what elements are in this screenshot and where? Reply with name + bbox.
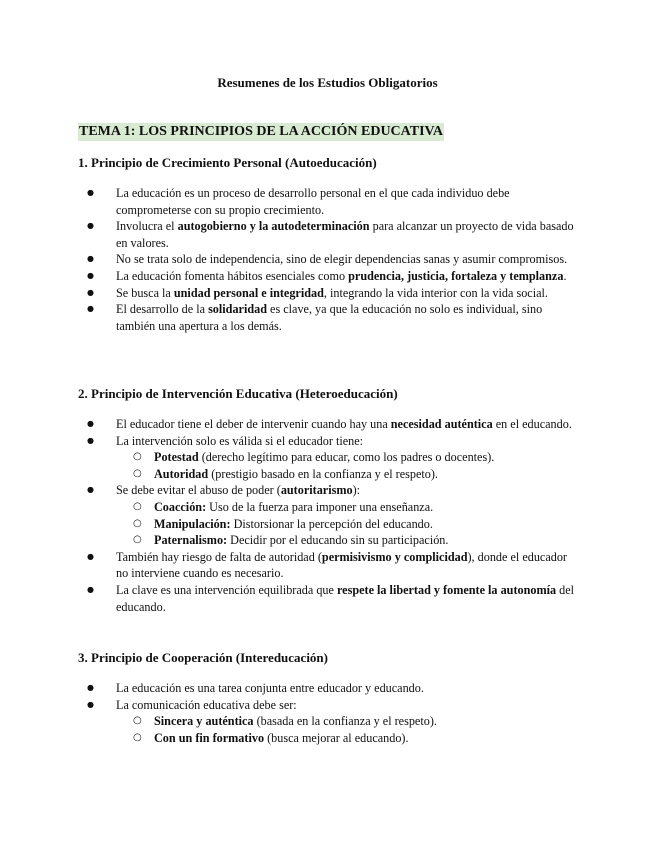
sub-bullet-item bbox=[116, 449, 578, 466]
section-2-list bbox=[78, 416, 578, 615]
bold-text: Potestad bbox=[154, 450, 199, 465]
bullet-item bbox=[78, 482, 578, 548]
bullet-item bbox=[78, 268, 578, 285]
bullet-item bbox=[78, 416, 578, 433]
bold-text: autoritarismo bbox=[280, 483, 353, 498]
text-run: La educación es una tarea conjunta entre educador y educando. bbox=[116, 681, 424, 695]
text-run: No se trata solo de independencia, sino de elegir dependencias sanas y asumir compromisos. bbox=[116, 252, 568, 267]
text-run: El desarrollo de la bbox=[116, 302, 209, 317]
bold-text: permisivismo y complicidad bbox=[321, 549, 468, 564]
bullet-item bbox=[78, 218, 578, 251]
text-run: La clave es una intervención equilibrada que bbox=[116, 582, 337, 597]
text-run: Uso de la fuerza para imponer una enseñanza. bbox=[206, 499, 434, 514]
bold-text: Sincera y auténtica bbox=[154, 714, 254, 729]
text-run: ): bbox=[352, 483, 361, 498]
text-run: (derecho legítimo para educar, como los padres o docentes). bbox=[198, 450, 495, 465]
text-run: La educación es un proceso de desarrollo personal en el que cada individuo debe comprometerse con su propio crecimiento. bbox=[116, 186, 510, 217]
text-run: La comunicación educativa debe ser: bbox=[116, 697, 297, 712]
sub-list bbox=[116, 449, 578, 482]
text-run: (basada en la confianza y el respeto). bbox=[253, 714, 437, 729]
sub-bullet-item bbox=[116, 532, 578, 549]
text-run: Distorsionar la percepción del educando. bbox=[230, 516, 433, 531]
text-run: . bbox=[563, 268, 567, 283]
text-run: Se debe evitar el abuso de poder ( bbox=[116, 483, 281, 498]
bold-text: prudencia, justicia, fortaleza y templanza bbox=[348, 268, 564, 283]
tema-heading: TEMA 1: LOS PRINCIPIOS DE LA ACCIÓN EDUCATIVA bbox=[79, 124, 443, 139]
sub-bullet-item bbox=[116, 516, 578, 533]
sub-bullet-item bbox=[116, 466, 578, 483]
text-run: Involucra el bbox=[116, 219, 178, 234]
bold-text: autogobierno y la autodeterminación bbox=[177, 219, 370, 234]
text-run: También hay riesgo de falta de autoridad ( bbox=[116, 549, 322, 564]
section-2-heading: 2. Principio de Intervención Educativa (Heteroeducación) bbox=[78, 386, 398, 401]
bold-text: unidad personal e integridad bbox=[173, 285, 324, 300]
text-run: , integrando la vida interior con la vida social. bbox=[323, 285, 548, 300]
text-run: Decidir por el educando sin su participación. bbox=[227, 533, 449, 548]
bullet-item bbox=[78, 251, 578, 268]
bold-text: solidaridad bbox=[208, 302, 267, 317]
sub-list bbox=[116, 713, 578, 746]
bullet-item bbox=[78, 301, 578, 334]
text-run: La intervención solo es válida si el educador tiene: bbox=[116, 433, 364, 448]
bold-text: Paternalismo: bbox=[154, 533, 228, 548]
sub-list bbox=[116, 499, 578, 549]
sub-bullet-item bbox=[116, 730, 578, 747]
text-run: La educación fomenta hábitos esenciales como bbox=[116, 268, 349, 283]
bullet-item bbox=[78, 549, 578, 582]
bold-text: Manipulación: bbox=[154, 516, 231, 531]
text-run: El educador tiene el deber de intervenir cuando hay una bbox=[116, 417, 391, 431]
bold-text: Autoridad bbox=[154, 466, 209, 481]
section-1-heading: 1. Principio de Crecimiento Personal (Autoeducación) bbox=[78, 155, 377, 170]
section-1-list bbox=[78, 185, 578, 334]
section-3-list bbox=[78, 680, 578, 746]
text-run: es clave, ya que la educación no solo es individual, sino también una apertura a los demás. bbox=[116, 302, 543, 333]
text-run: Se busca la bbox=[116, 285, 174, 300]
text-run: en el educando. bbox=[492, 417, 572, 431]
section-3-heading: 3. Principio de Cooperación (Intereducación) bbox=[78, 650, 328, 665]
document-title: Resumenes de los Estudios Obligatorios bbox=[217, 75, 438, 90]
bullet-item bbox=[78, 285, 578, 302]
text-run: (prestigio basado en la confianza y el respeto). bbox=[208, 466, 438, 481]
bullet-item bbox=[78, 185, 578, 218]
bullet-item bbox=[78, 697, 578, 747]
text-run: del educando. bbox=[116, 582, 575, 614]
bold-text: necesidad auténtica bbox=[390, 417, 493, 431]
bullet-item bbox=[78, 680, 578, 697]
bullet-item bbox=[78, 582, 578, 615]
bold-text: Coacción: bbox=[154, 499, 207, 514]
bold-text: Con un fin formativo bbox=[154, 730, 265, 745]
sub-bullet-item bbox=[116, 713, 578, 730]
bold-text: respete la libertad y fomente la autonomía bbox=[336, 582, 557, 597]
sub-bullet-item bbox=[116, 499, 578, 516]
text-run: para alcanzar un proyecto de vida basado en valores. bbox=[116, 219, 574, 250]
text-run: ), donde el educador no interviene cuando es necesario. bbox=[116, 549, 567, 581]
text-run: (busca mejorar al educando). bbox=[264, 730, 409, 745]
bullet-item bbox=[78, 433, 578, 483]
